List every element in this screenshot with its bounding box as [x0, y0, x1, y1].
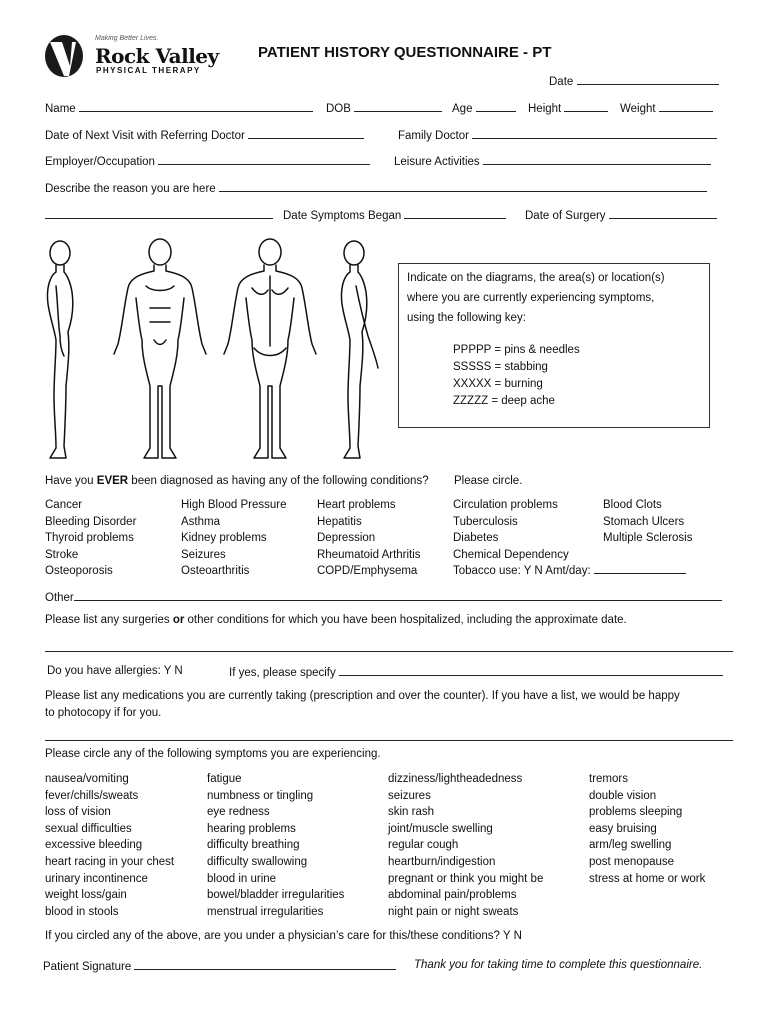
symptom-item[interactable]: skin rash: [388, 806, 435, 819]
symptom-item[interactable]: heartburn/indigestion: [388, 855, 496, 868]
surgeries-answer-line[interactable]: [45, 651, 733, 652]
condition-item[interactable]: Seizures: [181, 548, 226, 561]
symptom-item[interactable]: eye redness: [207, 806, 270, 819]
symptom-item[interactable]: dizziness/lightheadedness: [388, 773, 523, 785]
conditions-circle-instruction: Please circle.: [454, 475, 523, 487]
condition-item[interactable]: Kidney problems: [181, 532, 267, 545]
weight-field[interactable]: Weight: [620, 101, 713, 115]
condition-item[interactable]: Hepatitis: [317, 515, 362, 528]
key-entry: SSSSS = stabbing: [453, 361, 548, 373]
symptom-item[interactable]: regular cough: [388, 839, 459, 852]
symptom-item[interactable]: problems sleeping: [589, 806, 683, 819]
medications-answer-line[interactable]: [45, 740, 733, 741]
logo-tagline: Making Better Lives.: [95, 35, 159, 42]
body-front-view: [114, 239, 206, 458]
date-field[interactable]: Date: [549, 74, 719, 88]
reason-field[interactable]: Describe the reason you are here: [45, 181, 707, 195]
symptom-item[interactable]: night pain or night sweats: [388, 905, 519, 918]
conditions-column-1[interactable]: [45, 497, 136, 580]
age-field[interactable]: Age: [452, 101, 516, 115]
allergies-specify-field[interactable]: If yes, please specify: [229, 665, 723, 679]
thank-you-note: Thank you for taking time to complete this questionnaire.: [414, 959, 703, 971]
body-diagrams[interactable]: [38, 236, 388, 468]
condition-item[interactable]: Stroke: [45, 548, 79, 561]
key-intro-line: Indicate on the diagrams, the area(s) or location(s): [407, 272, 665, 284]
symptom-item[interactable]: double vision: [589, 789, 657, 802]
next-visit-field[interactable]: Date of Next Visit with Referring Doctor: [45, 128, 364, 142]
symptom-item[interactable]: difficulty swallowing: [207, 855, 308, 868]
condition-item[interactable]: Chemical Dependency: [453, 548, 569, 561]
symptom-item[interactable]: blood in urine: [207, 872, 277, 885]
tobacco-use-field[interactable]: Tobacco use: Y N Amt/day:: [453, 563, 686, 580]
condition-item[interactable]: COPD/Emphysema: [317, 565, 418, 578]
condition-item[interactable]: High Blood Pressure: [181, 499, 287, 511]
symptom-item[interactable]: seizures: [388, 789, 431, 802]
height-field[interactable]: Height: [528, 101, 608, 115]
condition-item[interactable]: Rheumatoid Arthritis: [317, 548, 421, 561]
body-side-view-left: [47, 241, 72, 458]
name-field[interactable]: Name: [45, 101, 313, 115]
symptom-item[interactable]: blood in stools: [45, 905, 119, 918]
condition-item[interactable]: Diabetes: [453, 532, 499, 545]
condition-item[interactable]: Multiple Sclerosis: [603, 532, 693, 545]
symptoms-column-4[interactable]: [589, 771, 705, 887]
key-entry: PPPPP = pins & needles: [453, 344, 580, 356]
symptom-item[interactable]: heart racing in your chest: [45, 855, 175, 868]
condition-item[interactable]: Blood Clots: [603, 499, 662, 511]
symptom-item[interactable]: abdominal pain/problems: [388, 889, 517, 902]
condition-item[interactable]: Cancer: [45, 499, 83, 511]
body-back-view: [224, 239, 316, 458]
conditions-column-2[interactable]: [181, 497, 286, 580]
logo-subtitle: PHYSICAL THERAPY: [96, 66, 201, 75]
symptom-item[interactable]: sexual difficulties: [45, 822, 132, 835]
allergies-question[interactable]: Do you have allergies: Y N: [47, 665, 183, 677]
symptom-item[interactable]: excessive bleeding: [45, 839, 143, 852]
symptom-item[interactable]: joint/muscle swelling: [388, 822, 493, 835]
symptoms-began-field[interactable]: Date Symptoms Began: [283, 208, 506, 222]
surgeries-prompt: Please list any surgeries or other conditions for which you have been hospitalized, including the approximate date.: [45, 614, 627, 626]
symptom-item[interactable]: stress at home or work: [589, 872, 706, 885]
page-title: PATIENT HISTORY QUESTIONNAIRE - PT: [258, 44, 552, 61]
condition-item[interactable]: Thyroid problems: [45, 532, 134, 545]
symptom-item[interactable]: post menopause: [589, 855, 675, 868]
symptom-item[interactable]: fever/chills/sweats: [45, 789, 139, 802]
symptoms-column-2[interactable]: [207, 771, 344, 920]
key-intro-line: where you are currently experiencing symptoms,: [407, 292, 655, 304]
key-intro-line: using the following key:: [407, 312, 526, 324]
body-side-view-right: [341, 241, 378, 458]
condition-item[interactable]: Depression: [317, 532, 376, 545]
key-entry: ZZZZZ = deep ache: [453, 395, 555, 407]
symptom-item[interactable]: arm/leg swelling: [589, 839, 672, 852]
symptoms-column-3[interactable]: [388, 771, 543, 920]
reason-continued-field[interactable]: [45, 208, 273, 222]
family-doctor-field[interactable]: Family Doctor: [398, 128, 717, 142]
condition-item[interactable]: Osteoporosis: [45, 565, 113, 578]
medications-prompt: to photocopy if for you.: [45, 707, 162, 719]
medications-prompt: Please list any medications you are currently taking (prescription and over the counter). If you have a list, we would be happy: [45, 690, 680, 702]
other-condition-field[interactable]: Other: [45, 590, 722, 604]
symptoms-prompt: Please circle any of the following symptoms you are experiencing.: [45, 748, 381, 760]
symptom-item[interactable]: nausea/vomiting: [45, 773, 129, 785]
physician-care-question[interactable]: If you circled any of the above, are you under a physician’s care for this/these conditions? Y N: [45, 930, 522, 942]
symptom-item[interactable]: fatigue: [207, 773, 242, 785]
condition-item[interactable]: Stomach Ulcers: [603, 515, 685, 528]
symptom-item[interactable]: pregnant or think you might be: [388, 872, 544, 885]
condition-item[interactable]: Osteoarthritis: [181, 565, 250, 578]
surgery-date-field[interactable]: Date of Surgery: [525, 208, 717, 222]
symptom-key-box: [398, 263, 710, 428]
symptom-item[interactable]: loss of vision: [45, 806, 111, 819]
symptom-item[interactable]: urinary incontinence: [45, 872, 148, 885]
dob-field[interactable]: DOB: [326, 101, 442, 115]
condition-item[interactable]: Circulation problems: [453, 499, 558, 511]
symptom-item[interactable]: tremors: [589, 773, 628, 785]
conditions-column-3[interactable]: [317, 497, 421, 580]
patient-signature-field[interactable]: Patient Signature: [43, 959, 396, 973]
symptom-item[interactable]: bowel/bladder irregularities: [207, 889, 345, 902]
conditions-prompt: Have you EVER been diagnosed as having any of the following conditions?: [45, 475, 429, 487]
employer-field[interactable]: Employer/Occupation: [45, 154, 370, 168]
leisure-field[interactable]: Leisure Activities: [394, 154, 711, 168]
condition-item[interactable]: Asthma: [181, 515, 220, 528]
condition-item[interactable]: Tuberculosis: [453, 515, 518, 528]
conditions-column-5[interactable]: [603, 497, 692, 547]
key-entry: XXXXX = burning: [453, 378, 543, 390]
symptoms-column-1[interactable]: [45, 771, 174, 920]
symptom-item[interactable]: hearing problems: [207, 822, 296, 835]
condition-item[interactable]: Bleeding Disorder: [45, 515, 137, 528]
symptom-item[interactable]: numbness or tingling: [207, 789, 314, 802]
symptom-item[interactable]: easy bruising: [589, 822, 657, 835]
logo-name: Rock Valley: [95, 44, 219, 68]
condition-item[interactable]: Heart problems: [317, 499, 396, 511]
symptom-item[interactable]: difficulty breathing: [207, 839, 300, 852]
symptom-item[interactable]: menstrual irregularities: [207, 905, 324, 918]
symptom-item[interactable]: weight loss/gain: [45, 889, 127, 902]
